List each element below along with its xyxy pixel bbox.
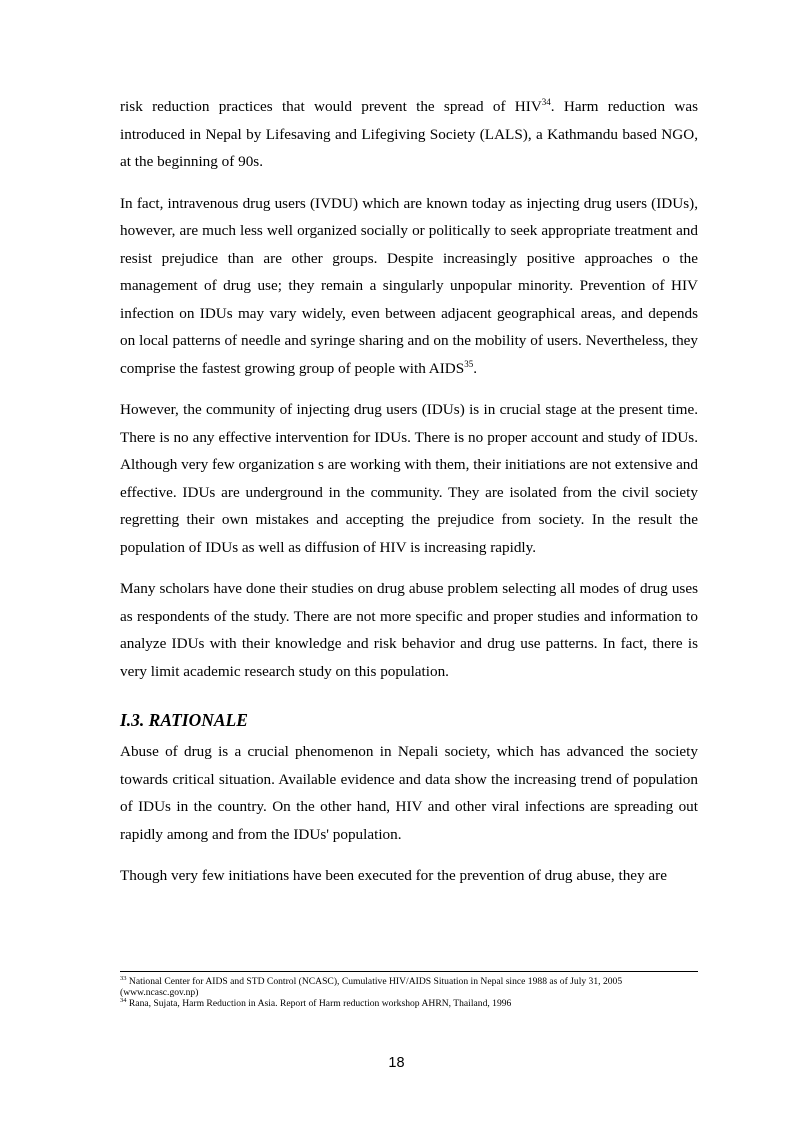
- paragraph-text: . Harm reduction was introduced in Nepal by Lifesaving and Lifegiving Society (LALS), a Kathmandu based NGO, at the beginning of 90s.: [120, 98, 699, 170]
- footnote-number: 34: [120, 996, 127, 1004]
- paragraph-text: However, the community of injecting drug users (IDUs) is in crucial stage at the present time. There is no any effective intervention for IDUs. There is no proper account and study of IDUs. Although very few organization s are working with them, their initiations are not extensive and effective. IDUs are underground in the community. They are isolated from the civil society regretting their own mistakes and accepting the prejudice from society. In the result the population of IDUs as well as diffusion of HIV is increasing rapidly.: [120, 401, 698, 556]
- footnote-text: Rana, Sujata, Harm Reduction in Asia. Report of Harm reduction workshop AHRN, Thailand, 1996: [128, 998, 512, 1009]
- footnote-34: [120, 998, 698, 1009]
- paragraph-text: In fact, intravenous drug users (IVDU) which are known today as injecting drug users (IDUs), however, are much less well organized socially or politically to seek appropriate treatment and resist prejudice than are other groups. Despite increasingly positive approaches o the management of drug use; they remain a singularly unpopular minority. Prevention of HIV infection on IDUs may vary widely, even between adjacent geographical areas, and depends on local patterns of needle and syringe sharing and on the mobility of users. Nevertheless, they comprise the fastest growing group of people with AIDS: [120, 194, 698, 377]
- paragraph-text: risk reduction practices that would prevent the spread of HIV: [120, 98, 542, 115]
- footnote-reference: 34: [541, 96, 551, 107]
- paragraph-intravenous-users: [120, 190, 698, 383]
- paragraph-harm-reduction: [120, 93, 698, 176]
- paragraph-scholars: [120, 575, 698, 685]
- footnote-reference: 35: [464, 358, 474, 369]
- paragraph-community-idus: [120, 396, 698, 561]
- paragraph-text: Many scholars have done their studies on drug abuse problem selecting all modes of drug uses as respondents of the study. There are not more specific and proper studies and information to analyze IDUs with their knowledge and risk behavior and drug use patterns. In fact, there is very limit academic research study on this population.: [120, 580, 698, 680]
- paragraph-text: .: [473, 359, 477, 377]
- paragraph-initiations: [120, 862, 698, 890]
- section-heading-rationale: I.3. RATIONALE: [120, 710, 248, 730]
- paragraph-text: Though very few initiations have been executed for the prevention of drug abuse, they are: [120, 867, 667, 884]
- footnote-divider: [120, 971, 698, 972]
- paragraph-abuse-of-drug: [120, 738, 698, 848]
- page-number: 18: [388, 1055, 405, 1071]
- footnote-33: [120, 976, 698, 998]
- footnote-number: 33: [120, 974, 127, 982]
- page-body: [120, 93, 698, 890]
- paragraph-text: Abuse of drug is a crucial phenomenon in Nepali society, which has advanced the society towards critical situation. Available evidence and data show the increasing trend of population of IDUs in the country. On the other hand, HIV and other viral infections are spreading out rapidly among and from the IDUs' population.: [120, 743, 698, 843]
- footnote-text: National Center for AIDS and STD Control (NCASC), Cumulative HIV/AIDS Situation in Nepal since 1988 as of July 31, 2005 (www.ncasc.gov.np): [120, 976, 623, 998]
- footnotes: [120, 971, 698, 1009]
